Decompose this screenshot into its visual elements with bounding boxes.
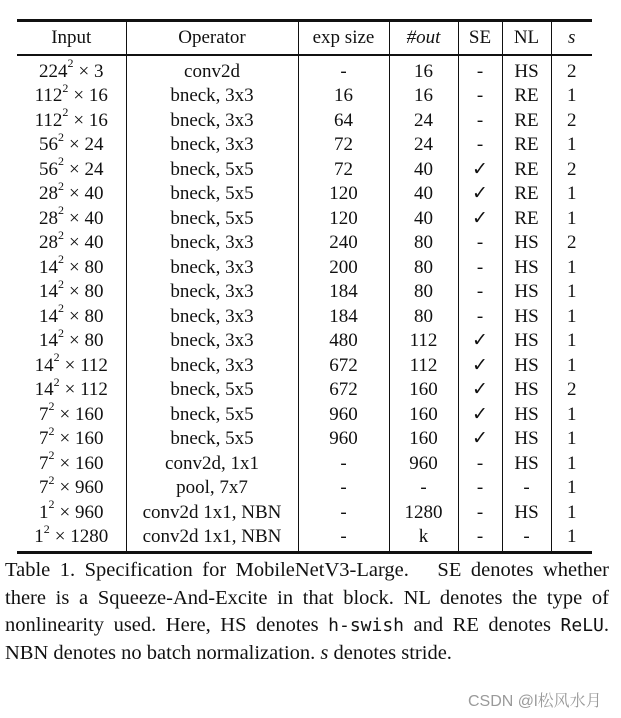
input-base: 224 (39, 60, 68, 82)
cell-se: - (458, 133, 502, 158)
cell-exp-size: - (298, 55, 389, 85)
cell-stride: 1 (551, 525, 592, 552)
cell-operator: bneck, 5x5 (126, 207, 298, 232)
cell-out: k (389, 525, 458, 552)
cell-se: - (458, 231, 502, 256)
input-exponent: 2 (58, 129, 65, 144)
caption-se-abbr: SE (437, 559, 462, 581)
cell-operator: bneck, 5x5 (126, 158, 298, 183)
cell-se: ✓ (458, 427, 502, 452)
cell-exp-size: 672 (298, 354, 389, 379)
input-base: 112 (34, 85, 63, 106)
input-exponent: 2 (58, 227, 65, 242)
cell-input (17, 448, 126, 477)
cell-input (17, 178, 126, 207)
cell-se: - (458, 476, 502, 501)
cell-operator: bneck, 5x5 (126, 378, 298, 403)
cell-input (17, 325, 126, 354)
cell-input (17, 203, 126, 232)
cell-nl: RE (502, 84, 551, 109)
input-tail: × 16 (73, 109, 108, 131)
cell-operator: bneck, 3x3 (126, 256, 298, 281)
input-tail: × 960 (59, 501, 104, 523)
cell-se: ✓ (458, 182, 502, 207)
cell-exp-size: 672 (298, 378, 389, 403)
cell-exp-size: 184 (298, 280, 389, 305)
table-row (17, 525, 592, 552)
cell-exp-size: 64 (298, 109, 389, 134)
cell-out: 960 (389, 452, 458, 477)
input-tail: × 24 (69, 134, 104, 155)
cell-out: 160 (389, 427, 458, 452)
cell-nl: HS (502, 501, 551, 526)
header-stride: s (551, 21, 592, 55)
input-base: 1 (39, 501, 49, 523)
cell-input (17, 80, 126, 109)
input-base: 56 (39, 134, 59, 155)
cell-exp-size: 184 (298, 305, 389, 330)
cell-operator: bneck, 3x3 (126, 354, 298, 379)
cell-input (17, 423, 126, 452)
input-exponent: 2 (43, 521, 50, 536)
table-caption (5, 557, 609, 667)
table-row (17, 354, 592, 379)
cell-out: 80 (389, 231, 458, 256)
cell-se: - (458, 256, 502, 281)
input-exponent: 2 (48, 497, 55, 512)
cell-out: 1280 (389, 501, 458, 526)
cell-exp-size: 200 (298, 256, 389, 281)
cell-operator: bneck, 3x3 (126, 329, 298, 354)
cell-exp-size: 240 (298, 231, 389, 256)
cell-input (17, 350, 126, 379)
input-exponent: 2 (58, 325, 65, 340)
cell-operator: bneck, 3x3 (126, 231, 298, 256)
cell-out: 24 (389, 109, 458, 134)
input-base: 28 (39, 207, 59, 229)
input-exponent: 2 (58, 203, 65, 218)
header-row (17, 21, 592, 55)
input-exponent: 2 (58, 276, 65, 291)
input-exponent: 2 (58, 178, 65, 193)
cell-operator: conv2d 1x1, NBN (126, 525, 298, 552)
input-tail: × 40 (69, 232, 104, 253)
cell-out: 80 (389, 305, 458, 330)
cell-input (17, 154, 126, 183)
input-base: 28 (39, 183, 59, 204)
cell-se: - (458, 305, 502, 330)
cell-input (17, 497, 126, 526)
cell-nl: HS (502, 55, 551, 85)
input-tail: × 160 (59, 403, 104, 425)
cell-stride: 1 (551, 182, 592, 207)
input-base: 112 (34, 109, 63, 131)
cell-nl: RE (502, 109, 551, 134)
caption-text-4: denotes stride. (328, 641, 452, 664)
cell-out: 40 (389, 158, 458, 183)
input-exponent: 2 (58, 301, 65, 316)
header-out: #out (389, 21, 458, 55)
mobilenetv3-spec-table (17, 19, 592, 554)
cell-out: 160 (389, 378, 458, 403)
cell-exp-size: 120 (298, 182, 389, 207)
table-row (17, 55, 592, 85)
table-row (17, 231, 592, 256)
cell-nl: RE (502, 158, 551, 183)
cell-out: 16 (389, 55, 458, 85)
cell-out: 112 (389, 354, 458, 379)
cell-out: 112 (389, 329, 458, 354)
caption-stride-symbol: s (320, 641, 329, 664)
cell-out: 40 (389, 207, 458, 232)
cell-se: - (458, 84, 502, 109)
input-base: 14 (39, 330, 59, 351)
cell-exp-size: 960 (298, 403, 389, 428)
input-base: 1 (34, 526, 44, 547)
input-base: 14 (34, 379, 54, 400)
input-exponent: 2 (48, 399, 55, 414)
input-base: 56 (39, 158, 59, 180)
input-tail: × 960 (59, 477, 104, 498)
cell-se: - (458, 55, 502, 85)
cell-operator: bneck, 5x5 (126, 182, 298, 207)
cell-stride: 1 (551, 329, 592, 354)
cell-stride: 1 (551, 207, 592, 232)
input-exponent: 2 (62, 80, 69, 95)
input-base: 7 (39, 428, 49, 449)
cell-nl: HS (502, 452, 551, 477)
cell-se: ✓ (458, 354, 502, 379)
table-row (17, 427, 592, 452)
caption-text-2: and RE denotes (404, 614, 561, 636)
input-exponent: 2 (53, 374, 60, 389)
table-row (17, 305, 592, 330)
table-row (17, 501, 592, 526)
cell-exp-size: - (298, 452, 389, 477)
table-row (17, 109, 592, 134)
cell-stride: 1 (551, 427, 592, 452)
input-base: 14 (34, 354, 54, 376)
table-row (17, 84, 592, 109)
input-tail: × 1280 (54, 526, 109, 547)
cell-operator: conv2d, 1x1 (126, 452, 298, 477)
cell-stride: 1 (551, 403, 592, 428)
input-exponent: 2 (53, 350, 60, 365)
csdn-watermark: CSDN @l松风水月 (468, 693, 602, 710)
cell-stride: 1 (551, 133, 592, 158)
cell-input (17, 227, 126, 256)
table-row (17, 158, 592, 183)
table-row (17, 133, 592, 158)
table-row (17, 452, 592, 477)
input-exponent: 2 (58, 252, 65, 267)
cell-nl: HS (502, 329, 551, 354)
input-tail: × 24 (69, 158, 104, 180)
cell-out: 24 (389, 133, 458, 158)
cell-stride: 2 (551, 109, 592, 134)
caption-hswish: h-swish (328, 615, 405, 636)
cell-stride: 1 (551, 354, 592, 379)
cell-input (17, 399, 126, 428)
cell-se: - (458, 452, 502, 477)
cell-exp-size: 960 (298, 427, 389, 452)
cell-exp-size: 480 (298, 329, 389, 354)
cell-nl: RE (502, 133, 551, 158)
cell-se: ✓ (458, 403, 502, 428)
input-tail: × 40 (69, 207, 104, 229)
cell-nl: RE (502, 207, 551, 232)
cell-operator: bneck, 3x3 (126, 280, 298, 305)
cell-stride: 2 (551, 55, 592, 85)
cell-nl: HS (502, 427, 551, 452)
cell-stride: 1 (551, 84, 592, 109)
cell-exp-size: - (298, 501, 389, 526)
cell-stride: 1 (551, 256, 592, 281)
input-tail: × 40 (69, 183, 104, 204)
cell-stride: 1 (551, 452, 592, 477)
table-row (17, 329, 592, 354)
cell-se: - (458, 501, 502, 526)
input-tail: × 112 (64, 379, 108, 400)
input-tail: × 80 (69, 305, 104, 327)
cell-nl: HS (502, 403, 551, 428)
header-input: Input (51, 26, 92, 48)
cell-input (17, 276, 126, 305)
cell-out: 16 (389, 84, 458, 109)
cell-operator: pool, 7x7 (126, 476, 298, 501)
cell-input (17, 301, 126, 330)
cell-stride: 1 (551, 305, 592, 330)
input-tail: × 160 (59, 452, 104, 474)
cell-nl: HS (502, 256, 551, 281)
cell-operator: bneck, 3x3 (126, 305, 298, 330)
cell-nl: - (502, 525, 551, 552)
cell-se: ✓ (458, 378, 502, 403)
cell-se: - (458, 109, 502, 134)
cell-input (17, 521, 126, 552)
cell-stride: 1 (551, 280, 592, 305)
input-tail: × 80 (69, 330, 104, 351)
input-exponent: 2 (67, 56, 74, 71)
table-body (17, 55, 592, 553)
cell-operator: conv2d 1x1, NBN (126, 501, 298, 526)
cell-operator: bneck, 5x5 (126, 427, 298, 452)
cell-out: 40 (389, 182, 458, 207)
cell-operator: bneck, 3x3 (126, 109, 298, 134)
input-exponent: 2 (48, 448, 55, 463)
cell-input (17, 55, 126, 85)
input-tail: × 160 (59, 428, 104, 449)
cell-out: 80 (389, 256, 458, 281)
cell-input (17, 105, 126, 134)
cell-exp-size: 72 (298, 158, 389, 183)
cell-operator: bneck, 3x3 (126, 84, 298, 109)
table-row (17, 476, 592, 501)
cell-stride: 1 (551, 501, 592, 526)
cell-out: - (389, 476, 458, 501)
cell-exp-size: 120 (298, 207, 389, 232)
cell-stride: 2 (551, 378, 592, 403)
cell-input (17, 129, 126, 158)
header-nl: NL (502, 21, 551, 55)
input-tail: × 16 (73, 85, 108, 106)
table-row (17, 207, 592, 232)
cell-exp-size: 16 (298, 84, 389, 109)
caption-text-1: denotes whether there is a Squeeze-And-Excite in that block. NL denotes the type of nonlinearity used. Here, HS denotes (5, 559, 610, 636)
input-base: 28 (39, 232, 59, 253)
cell-out: 160 (389, 403, 458, 428)
input-exponent: 2 (48, 472, 55, 487)
cell-operator: bneck, 5x5 (126, 403, 298, 428)
input-base: 14 (39, 256, 59, 278)
cell-operator: bneck, 3x3 (126, 133, 298, 158)
table-row (17, 256, 592, 281)
input-tail: × 80 (69, 281, 104, 302)
cell-nl: - (502, 476, 551, 501)
cell-operator: conv2d (126, 55, 298, 85)
cell-exp-size: 72 (298, 133, 389, 158)
input-tail: × 80 (69, 256, 104, 278)
cell-input (17, 472, 126, 501)
cell-exp-size: - (298, 525, 389, 552)
cell-input (17, 374, 126, 403)
input-base: 7 (39, 452, 49, 474)
cell-se: - (458, 525, 502, 552)
input-exponent: 2 (48, 423, 55, 438)
cell-input (17, 252, 126, 281)
caption-text-3: . NBN denotes no batch normalization. (5, 614, 609, 664)
cell-nl: HS (502, 378, 551, 403)
table-row (17, 403, 592, 428)
caption-relu: ReLU (560, 615, 604, 636)
table-row (17, 378, 592, 403)
input-exponent: 2 (58, 154, 65, 169)
cell-se: - (458, 280, 502, 305)
input-tail: × 112 (64, 354, 108, 376)
header-operator: Operator (126, 21, 298, 55)
input-base: 14 (39, 281, 59, 302)
input-base: 7 (39, 477, 49, 498)
cell-se: ✓ (458, 207, 502, 232)
caption-lead: Table 1. Specification for MobileNetV3-Large. (5, 559, 409, 581)
header-se: SE (458, 21, 502, 55)
table-row (17, 280, 592, 305)
cell-stride: 2 (551, 231, 592, 256)
cell-nl: RE (502, 182, 551, 207)
cell-nl: HS (502, 354, 551, 379)
cell-nl: HS (502, 280, 551, 305)
cell-out: 80 (389, 280, 458, 305)
table-header (17, 21, 592, 55)
input-exponent: 2 (62, 105, 69, 120)
cell-nl: HS (502, 231, 551, 256)
cell-stride: 2 (551, 158, 592, 183)
cell-se: ✓ (458, 329, 502, 354)
input-base: 14 (39, 305, 59, 327)
header-exp-size: exp size (298, 21, 389, 55)
cell-exp-size: - (298, 476, 389, 501)
input-base: 7 (39, 403, 49, 425)
table-row (17, 182, 592, 207)
cell-nl: HS (502, 305, 551, 330)
input-tail: × 3 (78, 60, 104, 82)
cell-stride: 1 (551, 476, 592, 501)
cell-se: ✓ (458, 158, 502, 183)
